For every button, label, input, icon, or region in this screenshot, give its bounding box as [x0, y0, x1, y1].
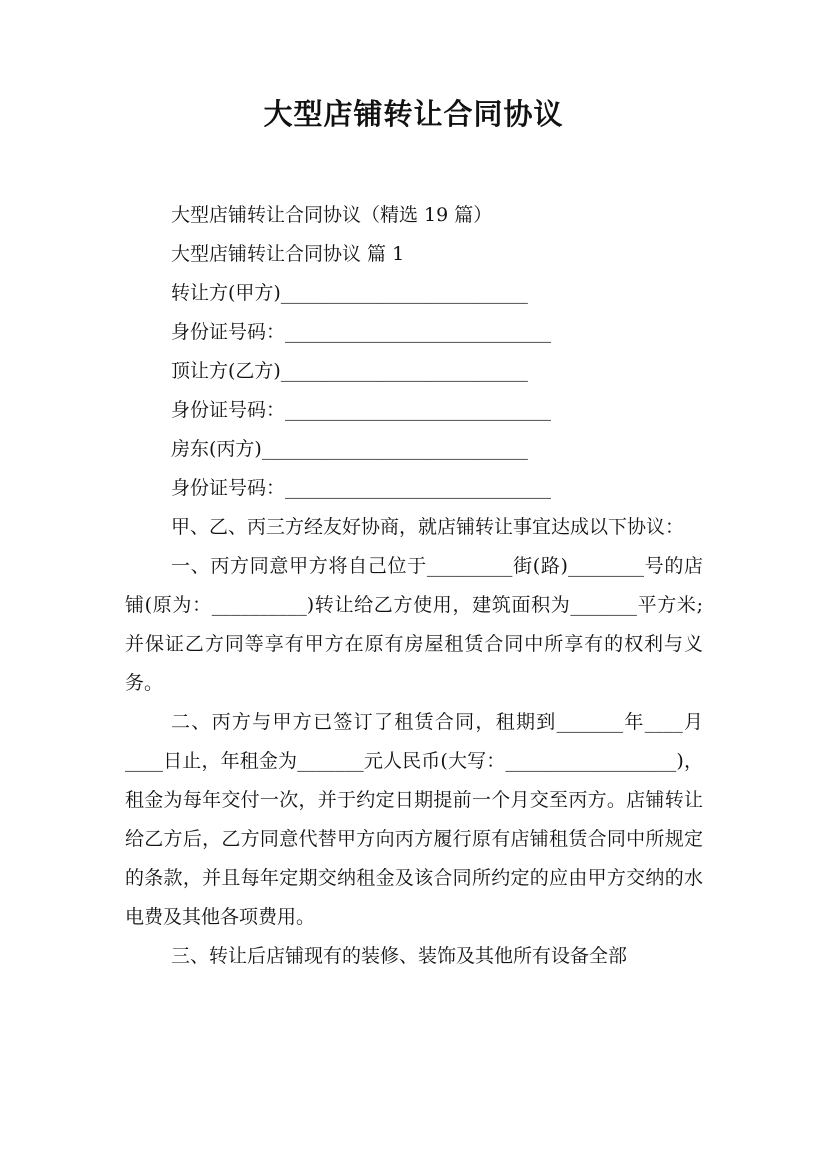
- preamble-paragraph: 甲、乙、丙三方经友好协商，就店铺转让事宜达成以下协议：: [171, 516, 685, 538]
- article-heading: 大型店铺转让合同协议 篇 1: [171, 243, 405, 265]
- document-body: [125, 196, 703, 976]
- party-b-line: 顶让方(乙方)__________________________: [171, 360, 528, 382]
- party-a-line: 转让方(甲方)__________________________: [171, 282, 528, 304]
- party-c-id-line: 身份证号码：____________________________: [171, 477, 552, 499]
- party-a-id-line: 身份证号码：____________________________: [171, 321, 552, 343]
- document-title: 大型店铺转让合同协议: [263, 97, 564, 131]
- party-c-line: 房东(丙方)____________________________: [171, 438, 528, 460]
- clause-3-paragraph: 三、转让后店铺现有的装修、装饰及其他所有设备全部: [171, 945, 628, 967]
- party-b-id-line: 身份证号码：____________________________: [171, 399, 552, 421]
- clause-2-paragraph: 二、丙方与甲方已签订了租赁合同，租期到_______年____月____日止，年租金为_______元人民币(大写：__________________)，租金为每年交付一次，并于约定日期提前一个月交至丙方。店铺转让给乙方后，乙方同意代替甲方向丙方履行原有店铺租赁合同中所规定的条款，并且每年定期交纳租金及该合同所约定的应由甲方交纳的水电费及其他各项费用。: [125, 711, 703, 928]
- collection-subtitle: 大型店铺转让合同协议（精选 19 篇）: [171, 204, 493, 226]
- clause-1-paragraph: 一、丙方同意甲方将自己位于_________街(路)________号的店铺(原为：__________)转让给乙方使用，建筑面积为_______平方米;并保证乙方同等享有甲方在原有房屋租赁合同中所享有的权利与义务。: [125, 555, 703, 694]
